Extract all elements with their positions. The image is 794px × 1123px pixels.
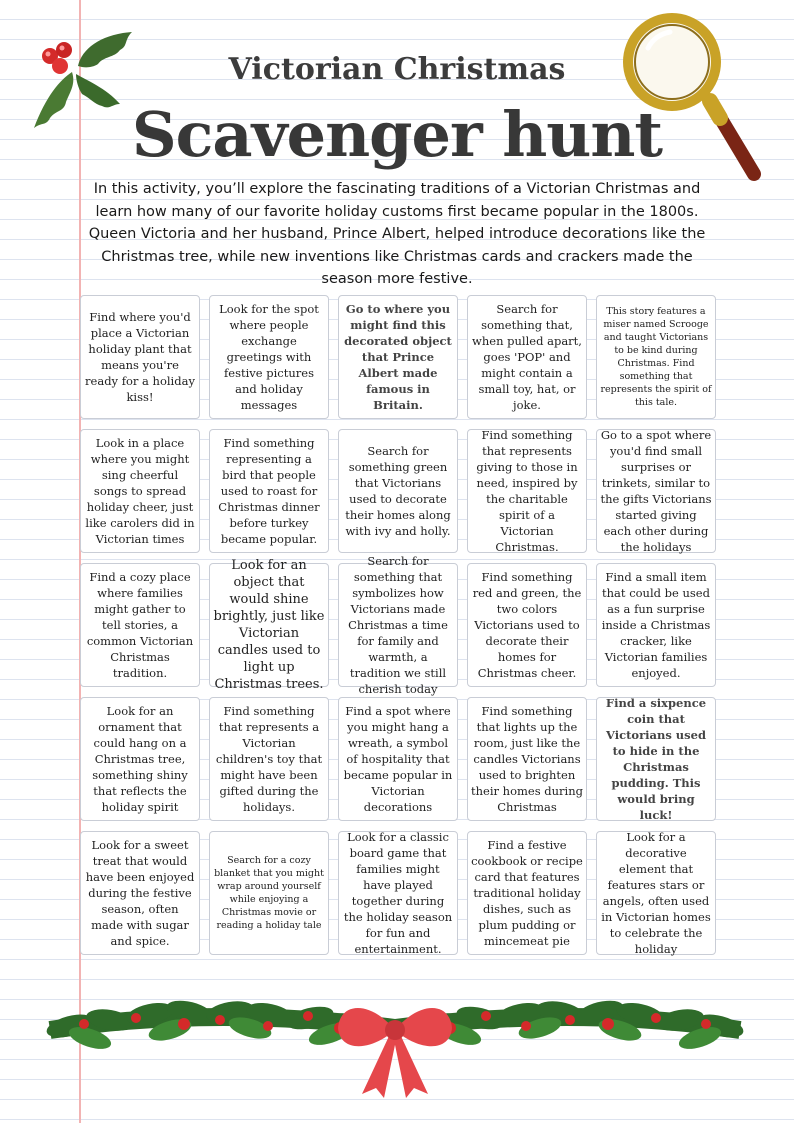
clue-card: Search for a cozy blanket that you might wrap around yourself while enjoying a Christmas movie or reading a holiday tale	[209, 831, 329, 955]
intro-paragraph: In this activity, you’ll explore the fascinating traditions of a Victorian Christmas and learn how many of our favorite holiday customs first became popular in the 1800s. Queen Victoria and her husband, Prince Albert, helped introduce decorations like the Christmas tree, while new inventions like Christmas cards and crackers made the season more festive.	[88, 181, 706, 287]
clue-card: Look for an ornament that could hang on a Christmas tree, something shiny that reflects the holiday spirit	[80, 697, 200, 821]
clue-card: Search for something green that Victorians used to decorate their homes along with ivy and holly.	[338, 429, 458, 553]
clue-card: Find something representing a bird that people used to roast for Christmas dinner before turkey became popular.	[209, 429, 329, 553]
clue-card: Find something that lights up the room, just like the candles Victorians used to brighten their homes during Christmas	[467, 697, 587, 821]
holly-garland-icon	[40, 990, 750, 1100]
clue-card: Look in a place where you might sing cheerful songs to spread holiday cheer, just like carolers did in Victorian times	[80, 429, 200, 553]
clue-card: Look for a classic board game that families might have played together during the holiday season for fun and entertainment.	[338, 831, 458, 955]
clue-card: Find where you'd place a Victorian holiday plant that means you're ready for a holiday kiss!	[80, 295, 200, 419]
page-title: Scavenger hunt	[131, 98, 663, 171]
clue-card: Look for a decorative element that features stars or angels, often used in Victorian homes to celebrate the holiday	[596, 831, 716, 955]
clue-card: Look for a sweet treat that would have been enjoyed during the festive season, often made with sugar and spice.	[80, 831, 200, 955]
clue-card: Find something that represents a Victorian children's toy that might have been gifted during the holidays.	[209, 697, 329, 821]
clue-card: Find something that represents giving to those in need, inspired by the charitable spirit of a Victorian Christmas.	[467, 429, 587, 553]
clue-card: Find a cozy place where families might gather to tell stories, a common Victorian Christmas tradition.	[80, 563, 200, 687]
clue-card: Look for the spot where people exchange greetings with festive pictures and holiday messages	[209, 295, 329, 419]
scavenger-grid	[80, 295, 716, 955]
clue-card: Find a festive cookbook or recipe card that features traditional holiday dishes, such as plum pudding or mincemeat pie	[467, 831, 587, 955]
clue-card: Find something red and green, the two colors Victorians used to decorate their homes for Christmas cheer.	[467, 563, 587, 687]
clue-card: Look for an object that would shine brightly, just like Victorian candles used to light up Christmas trees.	[209, 563, 329, 687]
clue-card: Find a sixpence coin that Victorians used to hide in the Christmas pudding. This would bring luck!	[596, 697, 716, 821]
clue-card: Search for something that symbolizes how Victorians made Christmas a time for family and warmth, a tradition we still cherish today	[338, 563, 458, 687]
clue-card: Go to where you might find this decorated object that Prince Albert made famous in Britain.	[338, 295, 458, 419]
clue-card: This story features a miser named Scrooge and taught Victorians to be kind during Christmas. Find something that represents the spirit of this tale.	[596, 295, 716, 419]
clue-card: Go to a spot where you'd find small surprises or trinkets, similar to the gifts Victorians started giving each other during the holidays	[596, 429, 716, 553]
clue-card: Find a spot where you might hang a wreath, a symbol of hospitality that became popular in Victorian decorations	[338, 697, 458, 821]
page-subtitle: Victorian Christmas	[228, 52, 566, 87]
clue-card: Find a small item that could be used as a fun surprise inside a Christmas cracker, like Victorian families enjoyed.	[596, 563, 716, 687]
clue-card: Search for something that, when pulled apart, goes 'POP' and might contain a small toy, hat, or joke.	[467, 295, 587, 419]
